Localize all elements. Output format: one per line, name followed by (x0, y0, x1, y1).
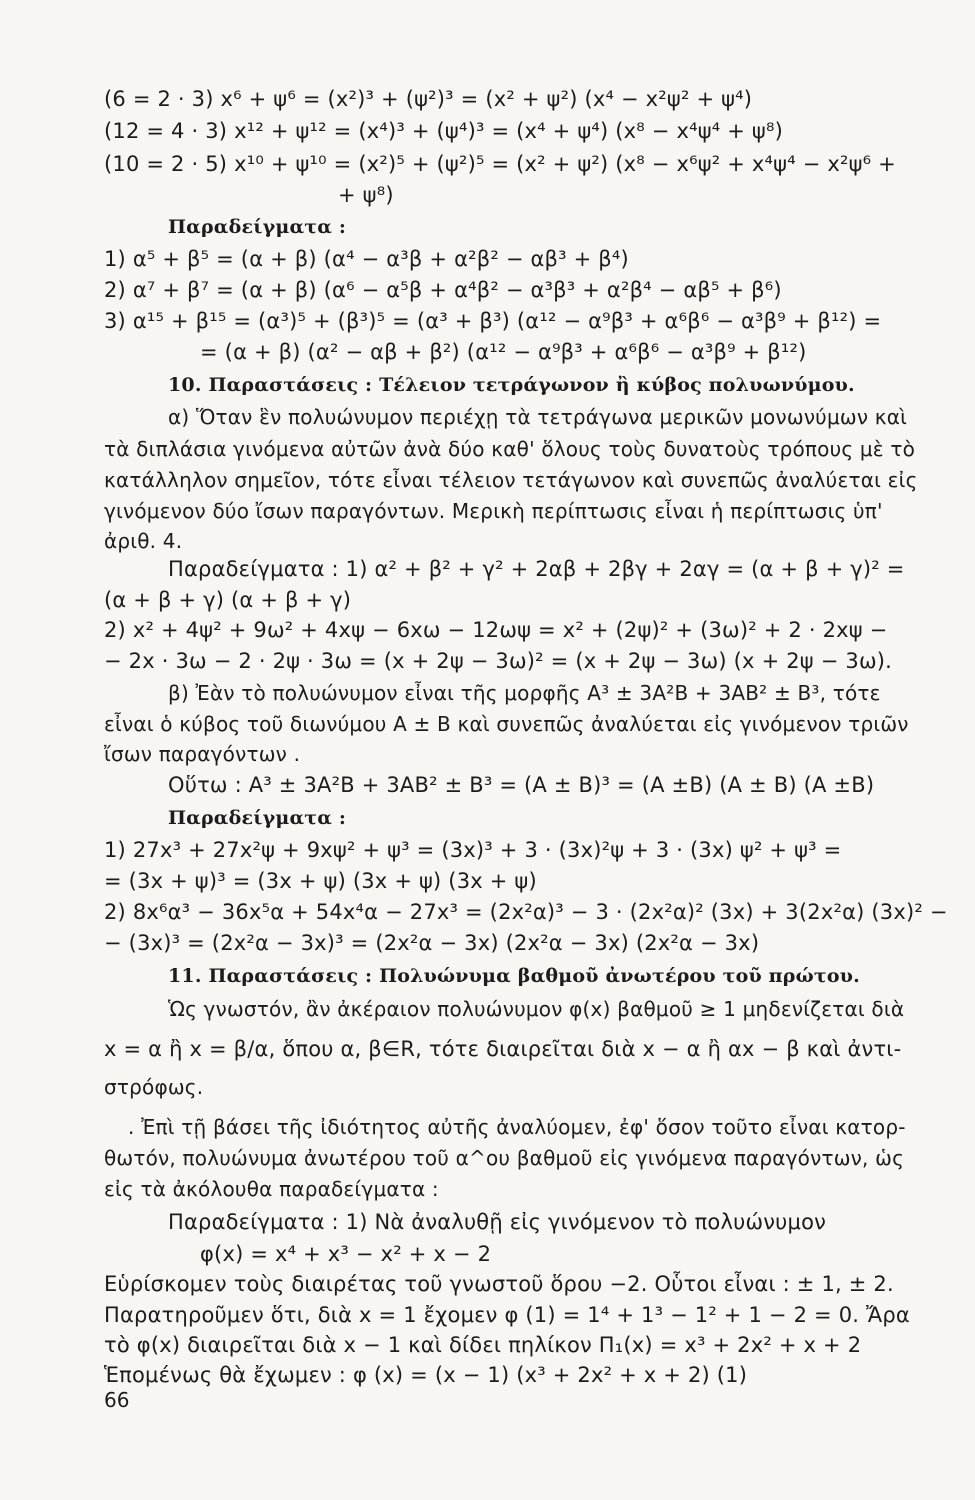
formula-line: x = α ἢ x = β/α, ὅπου α, β∈R, τότε διαιρεῖται διὰ x − α ἢ αx − β καὶ ἀντι- (104, 1037, 902, 1061)
formula-line: = (α + β) (α² − αβ + β²) (α¹² − α⁹β³ + α⁶β⁶ − α³β⁹ + β¹²) (200, 340, 807, 364)
text-line: Ὡς γνωστόν, ἂν ἀκέραιον πολυώνυμον φ(x) βαθμοῦ ≥ 1 μηδενίζεται διὰ (168, 997, 905, 1021)
formula-line: 1) 27x³ + 27x²ψ + 9xψ² + ψ³ = (3x)³ + 3 · (3x)²ψ + 3 · (3x) ψ² + ψ³ = (104, 838, 842, 862)
section-heading: 10. Παραστάσεις : Τέλειον τετράγωνον ἢ κύβος πολυωνύμου. (168, 374, 855, 396)
text-line: ἀριθ. 4. (104, 529, 183, 553)
formula-line: 2) α⁷ + β⁷ = (α + β) (α⁶ − α⁵β + α⁴β² − α³β³ + α²β⁴ − αβ⁵ + β⁶) (104, 278, 782, 302)
text-line: Παραδείγματα : 1) Νὰ ἀναλυθῇ εἰς γινόμενον τὸ πολυώνυμον (168, 1210, 827, 1234)
text-line: εἰς τὰ ἀκόλουθα παραδείγματα : (104, 1177, 439, 1201)
formula-line: 1) α⁵ + β⁵ = (α + β) (α⁴ − α³β + α²β² − αβ³ + β⁴) (104, 247, 629, 271)
text-line: Παρατηροῦμεν ὅτι, διὰ x = 1 ἔχομεν φ (1) = 1⁴ + 1³ − 1² + 1 − 2 = 0. Ἄρα (104, 1303, 910, 1327)
formula-line: + ψ⁸) (338, 183, 394, 207)
text-line: α) Ὅταν ἓν πολυώνυμον περιέχῃ τὰ τετράγωνα μερικῶν μονωνύμων καὶ (168, 405, 908, 429)
formula-line: 2) 8x⁶α³ − 36x⁵α + 54x⁴α − 27x³ = (2x²α)³ − 3 · (2x²α)² (3x) + 3(2x²α) (3x)² − (104, 900, 948, 924)
text-line: γινόμενον δύο ἴσων παραγόντων. Μερικὴ περίπτωσις εἶναι ἡ περίπτωσις ὑπ' (104, 499, 883, 523)
formula-line: (6 = 2 · 3) x⁶ + ψ⁶ = (x²)³ + (ψ²)³ = (x² + ψ²) (x⁴ − x²ψ² + ψ⁴) (104, 87, 753, 111)
text-line: κατάλληλον σημεῖον, τότε εἶναι τέλειον τετάγωνον καὶ συνεπῶς ἀναλύεται εἰς (104, 468, 918, 492)
formula-line: = (3x + ψ)³ = (3x + ψ) (3x + ψ) (3x + ψ) (104, 869, 537, 893)
formula-line: Οὕτω : A³ ± 3A²B + 3AB² ± B³ = (A ± B)³ = (A ±B) (A ± B) (A ±B) (168, 773, 875, 797)
text-line: ἴσων παραγόντων . (104, 742, 301, 766)
text-line: Εὑρίσκομεν τοὺς διαιρέτας τοῦ γνωστοῦ ὅρου −2. Οὗτοι εἶναι : ± 1, ± 2. (104, 1272, 894, 1296)
text-line: τὸ φ(x) διαιρεῖται διὰ x − 1 καὶ δίδει πηλίκον Π₁(x) = x³ + 2x² + x + 2 (104, 1333, 862, 1357)
text-line: β) Ἐὰν τὸ πολυώνυμον εἶναι τῆς μορφῆς A³ ± 3A²B + 3AB² ± B³, τότε (168, 681, 881, 705)
text-line: θωτόν, πολυώνυμα ἀνωτέρου τοῦ α^ου βαθμοῦ εἰς γινόμενα παραγόντων, ὡς (104, 1146, 905, 1170)
text-line: στρόφως. (104, 1075, 204, 1099)
examples-heading: Παραδείγματα : (168, 216, 347, 238)
formula-line: 2) x² + 4ψ² + 9ω² + 4xψ − 6xω − 12ωψ = x² + (2ψ)² + (3ω)² + 2 · 2xψ − (104, 618, 888, 642)
formula-line: (12 = 4 · 3) x¹² + ψ¹² = (x⁴)³ + (ψ⁴)³ = (x⁴ + ψ⁴) (x⁸ − x⁴ψ⁴ + ψ⁸) (104, 119, 783, 143)
text-line: Ἑπομένως θὰ ἔχωμεν : φ (x) = (x − 1) (x³ + 2x² + x + 2) (1) (104, 1363, 748, 1387)
examples-heading: Παραδείγματα : (168, 807, 347, 829)
formula-line: − (3x)³ = (2x²α − 3x)³ = (2x²α − 3x) (2x²α − 3x) (2x²α − 3x) (104, 931, 760, 955)
text-line: εἶναι ὁ κύβος τοῦ διωνύμου A ± B καὶ συνεπῶς ἀναλύεται εἰς γινόμενον τριῶν (104, 712, 909, 736)
formula-line: φ(x) = x⁴ + x³ − x² + x − 2 (200, 1242, 492, 1266)
formula-line: 3) α¹⁵ + β¹⁵ = (α³)⁵ + (β³)⁵ = (α³ + β³) (α¹² − α⁹β³ + α⁶β⁶ − α³β⁹ + β¹²) = (104, 309, 882, 333)
formula-line: (10 = 2 · 5) x¹⁰ + ψ¹⁰ = (x²)⁵ + (ψ²)⁵ = (x² + ψ²) (x⁸ − x⁶ψ² + x⁴ψ⁴ − x²ψ⁶ + (104, 152, 896, 176)
text-line: . Ἐπὶ τῇ βάσει τῆς ἰδιότητος αὐτῆς ἀναλύομεν, ἐφ' ὅσον τοῦτο εἶναι κατορ- (128, 1115, 906, 1139)
formula-line: (α + β + γ) (α + β + γ) (104, 588, 352, 612)
formula-line: Παραδείγματα : 1) α² + β² + γ² + 2αβ + 2βγ + 2αγ = (α + β + γ)² = (168, 557, 905, 581)
section-heading: 11. Παραστάσεις : Πολυώνυμα βαθμοῦ ἀνωτέρου τοῦ πρώτου. (168, 965, 860, 987)
formula-line: − 2x · 3ω − 2 · 2ψ · 3ω = (x + 2ψ − 3ω)² = (x + 2ψ − 3ω) (x + 2ψ − 3ω). (104, 649, 893, 673)
page-number: 66 (104, 1388, 130, 1412)
text-line: τὰ διπλάσια γινόμενα αὐτῶν ἀνὰ δύο καθ' ὅλους τοὺς δυνατοὺς τρόπους μὲ τὸ (104, 437, 916, 461)
